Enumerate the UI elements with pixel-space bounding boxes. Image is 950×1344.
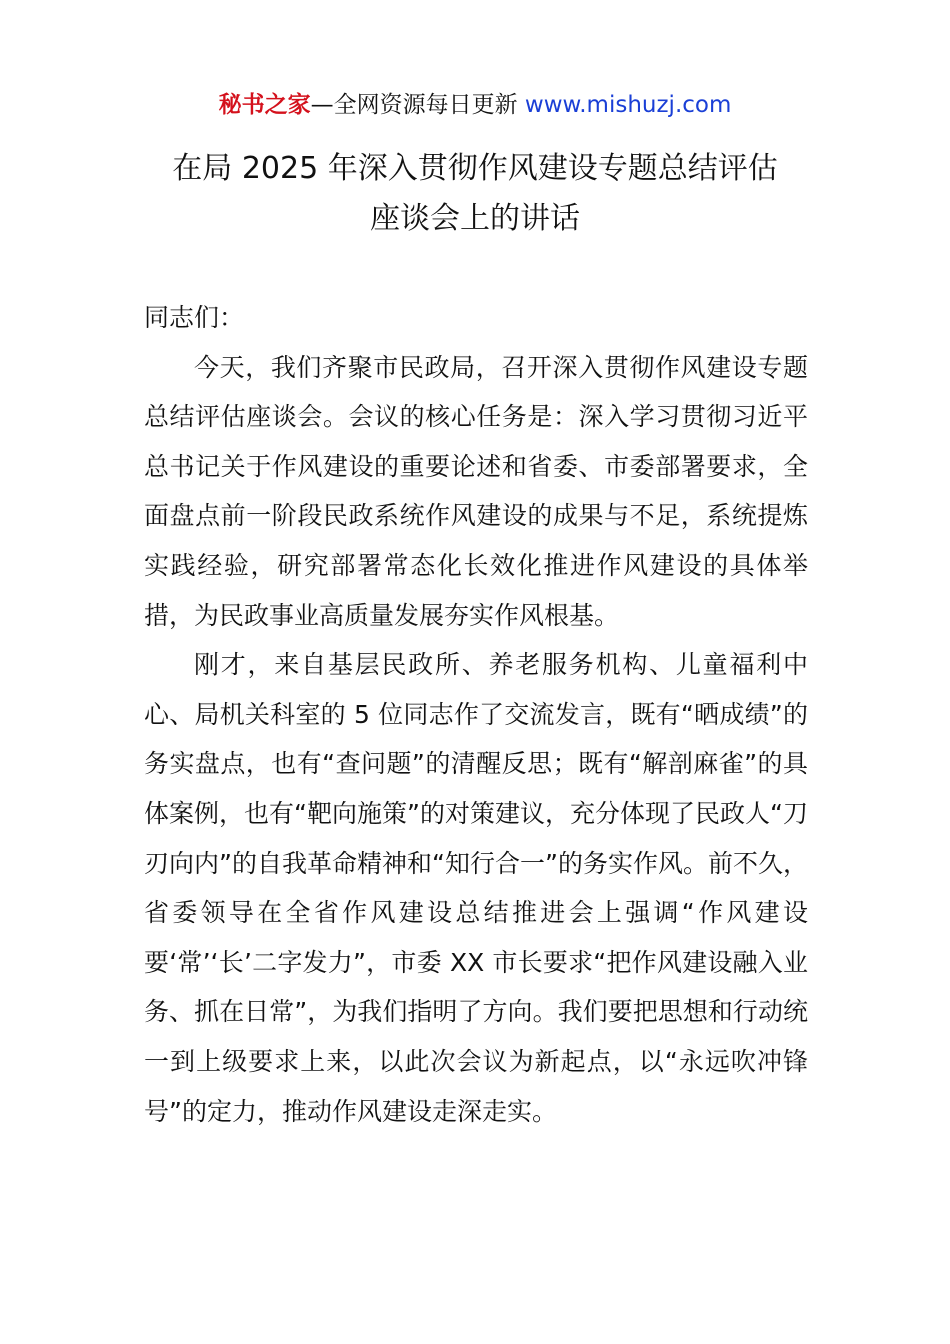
salutation: 同志们：: [144, 303, 245, 332]
paragraph-1: 今天，我们齐聚市民政局，召开深入贯彻作风建设专题总结评估座谈会。会议的核心任务是：深入学习贯彻习近平总书记关于作风建设的重要论述和省委、市委部署要求，全面盘点前一阶段民政系统作风建设的成果与不足，系统提炼实践经验，研究部署常态化长效化推进作风建设的具体举措，为民政事业高质量发展夯实作风根基。: [144, 352, 808, 630]
document-body: [144, 293, 808, 1136]
paragraph-2: 刚才，来自基层民政所、养老服务机构、儿童福利中心、局机关科室的 5 位同志作了交流发言，既有“晒成绩”的务实盘点，也有“查问题”的清醒反思；既有“解剖麻雀”的具体案例，也有“靶向施策”的对策建议，充分体现了民政人“刀刃向内”的自我革命精神和“知行合一”的务实作风。前不久，省委领导在全省作风建设总结推进会上强调“作风建设要‘常’‘长’二字发力”，市委 XX 市长要求“把作风建设融入业务、抓在日常”，为我们指明了方向。我们要把思想和行动统一到上级要求上来，以此次会议为新起点，以“永远吹冲锋号”的定力，推动作风建设走深走实。: [144, 650, 808, 1126]
site-url-link[interactable]: www.mishuzj.com: [524, 92, 732, 118]
document-title-line-1: 在局 2025 年深入贯彻作风建设专题总结评估: [172, 151, 778, 186]
site-tagline: —全网资源每日更新: [310, 92, 518, 118]
site-header: [0, 88, 950, 122]
site-name: 秘书之家: [218, 92, 311, 118]
document-title: [100, 144, 850, 244]
document-title-line-2: 座谈会上的讲话: [370, 201, 580, 236]
